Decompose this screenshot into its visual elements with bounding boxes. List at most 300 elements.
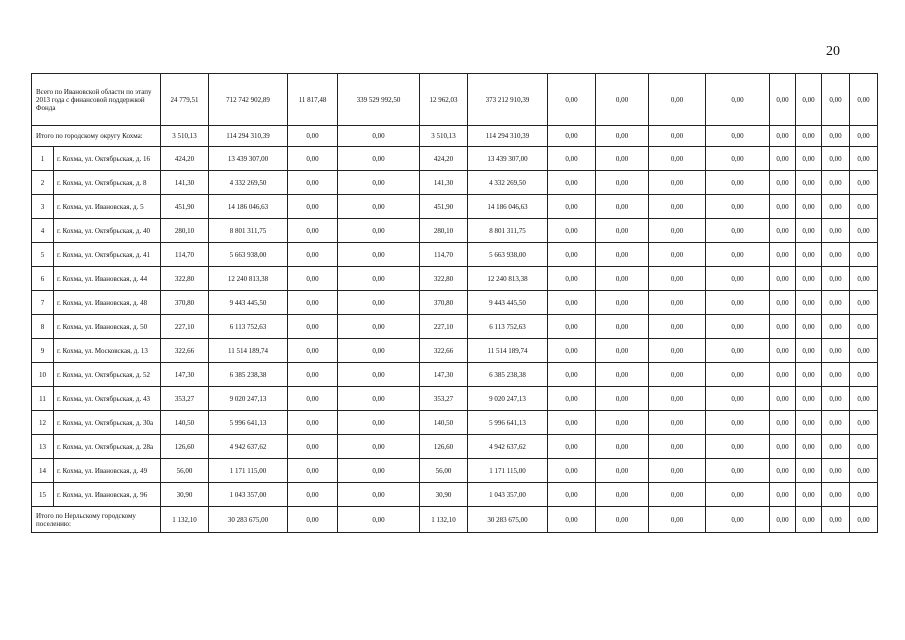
value-cell: 451,90 xyxy=(161,195,209,219)
value-cell: 322,80 xyxy=(420,267,468,291)
value-cell: 0,00 xyxy=(706,459,770,483)
value-cell: 0,00 xyxy=(770,171,796,195)
value-cell: 0,00 xyxy=(796,267,822,291)
value-cell: 14 186 046,63 xyxy=(209,195,288,219)
value-cell: 0,00 xyxy=(850,507,878,533)
value-cell: 30 283 675,00 xyxy=(468,507,548,533)
nerl-total-row xyxy=(32,507,878,533)
value-cell: 13 439 307,00 xyxy=(209,147,288,171)
value-cell: 0,00 xyxy=(706,315,770,339)
value-cell: 0,00 xyxy=(850,411,878,435)
value-cell: 0,00 xyxy=(596,195,649,219)
table-row xyxy=(32,459,878,483)
value-cell: 9 020 247,13 xyxy=(468,387,548,411)
value-cell: 13 439 307,00 xyxy=(468,147,548,171)
value-cell: 0,00 xyxy=(822,267,850,291)
value-cell: 0,00 xyxy=(338,267,420,291)
table-row xyxy=(32,171,878,195)
value-cell: 0,00 xyxy=(822,243,850,267)
value-cell: 0,00 xyxy=(288,147,338,171)
value-cell: 0,00 xyxy=(822,387,850,411)
row-number: 11 xyxy=(32,387,54,411)
value-cell: 0,00 xyxy=(822,315,850,339)
value-cell: 0,00 xyxy=(770,435,796,459)
address-cell: г. Кохма, ул. Ивановская, д. 96 xyxy=(54,483,161,507)
value-cell: 5 663 938,00 xyxy=(468,243,548,267)
value-cell: 0,00 xyxy=(649,219,706,243)
value-cell: 424,20 xyxy=(420,147,468,171)
value-cell: 0,00 xyxy=(796,126,822,147)
value-cell: 0,00 xyxy=(822,339,850,363)
value-cell: 712 742 902,89 xyxy=(209,74,288,126)
value-cell: 0,00 xyxy=(548,387,596,411)
value-cell: 12 962,03 xyxy=(420,74,468,126)
value-cell: 0,00 xyxy=(822,195,850,219)
value-cell: 0,00 xyxy=(822,435,850,459)
value-cell: 0,00 xyxy=(770,267,796,291)
value-cell: 0,00 xyxy=(770,459,796,483)
value-cell: 0,00 xyxy=(338,483,420,507)
value-cell: 0,00 xyxy=(649,459,706,483)
row-number: 8 xyxy=(32,315,54,339)
value-cell: 0,00 xyxy=(822,147,850,171)
value-cell: 3 510,13 xyxy=(420,126,468,147)
value-cell: 0,00 xyxy=(548,219,596,243)
value-cell: 6 385 238,38 xyxy=(468,363,548,387)
value-cell: 5 663 938,00 xyxy=(209,243,288,267)
value-cell: 0,00 xyxy=(706,363,770,387)
value-cell: 8 801 311,75 xyxy=(468,219,548,243)
value-cell: 0,00 xyxy=(548,507,596,533)
value-cell: 0,00 xyxy=(548,363,596,387)
value-cell: 0,00 xyxy=(548,243,596,267)
table-row xyxy=(32,339,878,363)
value-cell: 4 332 269,50 xyxy=(468,171,548,195)
value-cell: 141,30 xyxy=(420,171,468,195)
value-cell: 0,00 xyxy=(822,126,850,147)
address-cell: г. Кохма, ул. Московская, д. 13 xyxy=(54,339,161,363)
value-cell: 0,00 xyxy=(649,147,706,171)
value-cell: 0,00 xyxy=(338,171,420,195)
table-body xyxy=(32,74,878,533)
value-cell: 0,00 xyxy=(288,219,338,243)
value-cell: 0,00 xyxy=(338,126,420,147)
value-cell: 370,80 xyxy=(420,291,468,315)
value-cell: 0,00 xyxy=(822,483,850,507)
value-cell: 0,00 xyxy=(596,171,649,195)
value-cell: 114 294 310,39 xyxy=(209,126,288,147)
value-cell: 0,00 xyxy=(649,291,706,315)
value-cell: 147,30 xyxy=(161,363,209,387)
value-cell: 9 443 445,50 xyxy=(209,291,288,315)
table-row xyxy=(32,315,878,339)
value-cell: 0,00 xyxy=(596,387,649,411)
value-cell: 0,00 xyxy=(338,435,420,459)
region-total-row xyxy=(32,74,878,126)
value-cell: 0,00 xyxy=(770,315,796,339)
value-cell: 0,00 xyxy=(338,339,420,363)
value-cell: 0,00 xyxy=(796,507,822,533)
value-cell: 0,00 xyxy=(706,435,770,459)
value-cell: 9 443 445,50 xyxy=(468,291,548,315)
value-cell: 0,00 xyxy=(596,411,649,435)
value-cell: 451,90 xyxy=(420,195,468,219)
value-cell: 0,00 xyxy=(770,507,796,533)
value-cell: 0,00 xyxy=(822,507,850,533)
value-cell: 0,00 xyxy=(770,387,796,411)
value-cell: 0,00 xyxy=(548,74,596,126)
value-cell: 0,00 xyxy=(288,171,338,195)
address-cell: г. Кохма, ул. Ивановская, д. 49 xyxy=(54,459,161,483)
value-cell: 0,00 xyxy=(850,387,878,411)
value-cell: 0,00 xyxy=(706,411,770,435)
value-cell: 56,00 xyxy=(161,459,209,483)
value-cell: 0,00 xyxy=(770,74,796,126)
value-cell: 0,00 xyxy=(796,195,822,219)
value-cell: 0,00 xyxy=(822,411,850,435)
housing-program-table xyxy=(31,73,878,533)
value-cell: 0,00 xyxy=(770,126,796,147)
value-cell: 280,10 xyxy=(161,219,209,243)
table-row xyxy=(32,363,878,387)
value-cell: 0,00 xyxy=(770,411,796,435)
row-number: 7 xyxy=(32,291,54,315)
value-cell: 0,00 xyxy=(850,147,878,171)
value-cell: 0,00 xyxy=(548,315,596,339)
value-cell: 0,00 xyxy=(796,363,822,387)
page-number: 20 xyxy=(826,44,840,59)
address-cell: г. Кохма, ул. Октябрьская, д. 28а xyxy=(54,435,161,459)
value-cell: 0,00 xyxy=(548,411,596,435)
value-cell: 0,00 xyxy=(548,459,596,483)
value-cell: 0,00 xyxy=(796,387,822,411)
value-cell: 0,00 xyxy=(548,195,596,219)
value-cell: 0,00 xyxy=(288,291,338,315)
address-cell: г. Кохма, ул. Ивановская, д. 5 xyxy=(54,195,161,219)
value-cell: 339 529 992,50 xyxy=(338,74,420,126)
value-cell: 0,00 xyxy=(706,74,770,126)
value-cell: 0,00 xyxy=(822,74,850,126)
value-cell: 0,00 xyxy=(796,219,822,243)
value-cell: 0,00 xyxy=(706,219,770,243)
table-row xyxy=(32,291,878,315)
value-cell: 0,00 xyxy=(649,411,706,435)
value-cell: 0,00 xyxy=(822,291,850,315)
value-cell: 0,00 xyxy=(288,507,338,533)
table-row xyxy=(32,483,878,507)
kokhma-total-row xyxy=(32,126,878,147)
value-cell: 0,00 xyxy=(649,483,706,507)
value-cell: 0,00 xyxy=(596,291,649,315)
value-cell: 0,00 xyxy=(649,315,706,339)
value-cell: 0,00 xyxy=(596,147,649,171)
value-cell: 0,00 xyxy=(338,147,420,171)
value-cell: 0,00 xyxy=(338,507,420,533)
value-cell: 14 186 046,63 xyxy=(468,195,548,219)
value-cell: 0,00 xyxy=(770,219,796,243)
value-cell: 0,00 xyxy=(338,243,420,267)
address-cell: г. Кохма, ул. Ивановская, д. 44 xyxy=(54,267,161,291)
value-cell: 0,00 xyxy=(822,171,850,195)
table-row xyxy=(32,243,878,267)
row-number: 6 xyxy=(32,267,54,291)
value-cell: 227,10 xyxy=(161,315,209,339)
value-cell: 0,00 xyxy=(548,483,596,507)
value-cell: 0,00 xyxy=(596,483,649,507)
value-cell: 0,00 xyxy=(596,339,649,363)
value-cell: 140,50 xyxy=(420,411,468,435)
address-cell: г. Кохма, ул. Октябрьская, д. 41 xyxy=(54,243,161,267)
value-cell: 0,00 xyxy=(706,171,770,195)
value-cell: 0,00 xyxy=(706,267,770,291)
row-number: 10 xyxy=(32,363,54,387)
value-cell: 1 171 115,00 xyxy=(209,459,288,483)
value-cell: 0,00 xyxy=(850,171,878,195)
value-cell: 0,00 xyxy=(850,219,878,243)
row-number: 15 xyxy=(32,483,54,507)
value-cell: 0,00 xyxy=(796,74,822,126)
value-cell: 12 240 813,38 xyxy=(468,267,548,291)
value-cell: 0,00 xyxy=(850,483,878,507)
value-cell: 0,00 xyxy=(338,291,420,315)
total-label: Итого по Нерльскому городскому поселению: xyxy=(32,507,161,533)
value-cell: 0,00 xyxy=(288,435,338,459)
value-cell: 0,00 xyxy=(596,435,649,459)
value-cell: 0,00 xyxy=(338,387,420,411)
table-row xyxy=(32,435,878,459)
value-cell: 126,60 xyxy=(420,435,468,459)
value-cell: 0,00 xyxy=(288,483,338,507)
value-cell: 0,00 xyxy=(850,363,878,387)
address-cell: г. Кохма, ул. Ивановская, д. 50 xyxy=(54,315,161,339)
value-cell: 0,00 xyxy=(649,171,706,195)
value-cell: 0,00 xyxy=(796,291,822,315)
value-cell: 0,00 xyxy=(649,74,706,126)
table-row xyxy=(32,219,878,243)
value-cell: 0,00 xyxy=(288,459,338,483)
address-cell: г. Кохма, ул. Октябрьская, д. 8 xyxy=(54,171,161,195)
value-cell: 0,00 xyxy=(850,315,878,339)
value-cell: 0,00 xyxy=(548,339,596,363)
value-cell: 0,00 xyxy=(548,147,596,171)
value-cell: 9 020 247,13 xyxy=(209,387,288,411)
value-cell: 0,00 xyxy=(596,243,649,267)
value-cell: 0,00 xyxy=(288,126,338,147)
value-cell: 1 132,10 xyxy=(420,507,468,533)
row-number: 12 xyxy=(32,411,54,435)
value-cell: 6 113 752,63 xyxy=(209,315,288,339)
value-cell: 0,00 xyxy=(706,291,770,315)
address-cell: г. Кохма, ул. Октябрьская, д. 30а xyxy=(54,411,161,435)
value-cell: 0,00 xyxy=(649,195,706,219)
row-number: 9 xyxy=(32,339,54,363)
value-cell: 322,80 xyxy=(161,267,209,291)
value-cell: 0,00 xyxy=(649,387,706,411)
value-cell: 8 801 311,75 xyxy=(209,219,288,243)
value-cell: 126,60 xyxy=(161,435,209,459)
value-cell: 30,90 xyxy=(161,483,209,507)
value-cell: 0,00 xyxy=(288,315,338,339)
value-cell: 140,50 xyxy=(161,411,209,435)
value-cell: 30 283 675,00 xyxy=(209,507,288,533)
value-cell: 24 779,51 xyxy=(161,74,209,126)
value-cell: 1 043 357,00 xyxy=(209,483,288,507)
value-cell: 4 942 637,62 xyxy=(468,435,548,459)
value-cell: 353,27 xyxy=(161,387,209,411)
value-cell: 353,27 xyxy=(420,387,468,411)
total-label: Итого по городскому округу Кохма: xyxy=(32,126,161,147)
value-cell: 1 132,10 xyxy=(161,507,209,533)
value-cell: 0,00 xyxy=(850,195,878,219)
value-cell: 0,00 xyxy=(706,126,770,147)
value-cell: 0,00 xyxy=(649,435,706,459)
value-cell: 0,00 xyxy=(796,315,822,339)
value-cell: 0,00 xyxy=(548,267,596,291)
table-row xyxy=(32,195,878,219)
value-cell: 3 510,13 xyxy=(161,126,209,147)
address-cell: г. Кохма, ул. Октябрьская, д. 52 xyxy=(54,363,161,387)
value-cell: 0,00 xyxy=(770,147,796,171)
value-cell: 1 171 115,00 xyxy=(468,459,548,483)
value-cell: 1 043 357,00 xyxy=(468,483,548,507)
value-cell: 0,00 xyxy=(338,459,420,483)
value-cell: 0,00 xyxy=(822,363,850,387)
row-number: 14 xyxy=(32,459,54,483)
value-cell: 0,00 xyxy=(649,126,706,147)
value-cell: 4 332 269,50 xyxy=(209,171,288,195)
value-cell: 0,00 xyxy=(796,147,822,171)
value-cell: 0,00 xyxy=(706,147,770,171)
value-cell: 424,20 xyxy=(161,147,209,171)
value-cell: 0,00 xyxy=(706,195,770,219)
value-cell: 0,00 xyxy=(596,219,649,243)
value-cell: 56,00 xyxy=(420,459,468,483)
value-cell: 0,00 xyxy=(596,267,649,291)
value-cell: 11 514 189,74 xyxy=(209,339,288,363)
value-cell: 0,00 xyxy=(770,195,796,219)
value-cell: 0,00 xyxy=(596,459,649,483)
table-row xyxy=(32,387,878,411)
value-cell: 0,00 xyxy=(770,291,796,315)
total-label: Всего по Ивановской области по этапу 2013 года с финансовой поддержкой Фонда xyxy=(32,74,161,126)
value-cell: 0,00 xyxy=(850,243,878,267)
table-row xyxy=(32,267,878,291)
value-cell: 114 294 310,39 xyxy=(468,126,548,147)
value-cell: 0,00 xyxy=(850,459,878,483)
value-cell: 0,00 xyxy=(796,435,822,459)
value-cell: 0,00 xyxy=(288,387,338,411)
value-cell: 0,00 xyxy=(596,507,649,533)
table-row xyxy=(32,411,878,435)
value-cell: 0,00 xyxy=(706,507,770,533)
value-cell: 114,70 xyxy=(161,243,209,267)
value-cell: 0,00 xyxy=(706,243,770,267)
value-cell: 0,00 xyxy=(649,339,706,363)
value-cell: 6 385 238,38 xyxy=(209,363,288,387)
value-cell: 0,00 xyxy=(796,459,822,483)
value-cell: 0,00 xyxy=(288,411,338,435)
value-cell: 0,00 xyxy=(548,171,596,195)
row-number: 4 xyxy=(32,219,54,243)
value-cell: 0,00 xyxy=(796,339,822,363)
value-cell: 0,00 xyxy=(706,339,770,363)
value-cell: 147,30 xyxy=(420,363,468,387)
value-cell: 0,00 xyxy=(649,363,706,387)
value-cell: 0,00 xyxy=(850,126,878,147)
value-cell: 0,00 xyxy=(850,339,878,363)
value-cell: 0,00 xyxy=(796,411,822,435)
value-cell: 0,00 xyxy=(288,195,338,219)
value-cell: 6 113 752,63 xyxy=(468,315,548,339)
value-cell: 0,00 xyxy=(338,315,420,339)
value-cell: 373 212 910,39 xyxy=(468,74,548,126)
value-cell: 11 514 189,74 xyxy=(468,339,548,363)
value-cell: 5 996 641,13 xyxy=(209,411,288,435)
value-cell: 0,00 xyxy=(596,315,649,339)
value-cell: 227,10 xyxy=(420,315,468,339)
value-cell: 0,00 xyxy=(850,267,878,291)
value-cell: 0,00 xyxy=(338,411,420,435)
value-cell: 0,00 xyxy=(822,459,850,483)
value-cell: 141,30 xyxy=(161,171,209,195)
value-cell: 11 817,48 xyxy=(288,74,338,126)
value-cell: 0,00 xyxy=(706,483,770,507)
row-number: 5 xyxy=(32,243,54,267)
value-cell: 280,10 xyxy=(420,219,468,243)
value-cell: 0,00 xyxy=(338,195,420,219)
value-cell: 12 240 813,38 xyxy=(209,267,288,291)
value-cell: 0,00 xyxy=(548,126,596,147)
row-number: 1 xyxy=(32,147,54,171)
value-cell: 0,00 xyxy=(548,435,596,459)
value-cell: 0,00 xyxy=(596,126,649,147)
address-cell: г. Кохма, ул. Октябрьская, д. 43 xyxy=(54,387,161,411)
table-row xyxy=(32,147,878,171)
value-cell: 322,66 xyxy=(161,339,209,363)
value-cell: 0,00 xyxy=(770,363,796,387)
value-cell: 5 996 641,13 xyxy=(468,411,548,435)
row-number: 13 xyxy=(32,435,54,459)
value-cell: 30,90 xyxy=(420,483,468,507)
value-cell: 322,66 xyxy=(420,339,468,363)
value-cell: 0,00 xyxy=(796,483,822,507)
value-cell: 0,00 xyxy=(288,339,338,363)
value-cell: 0,00 xyxy=(288,267,338,291)
row-number: 2 xyxy=(32,171,54,195)
value-cell: 0,00 xyxy=(770,483,796,507)
address-cell: г. Кохма, ул. Октябрьская, д. 40 xyxy=(54,219,161,243)
value-cell: 0,00 xyxy=(288,363,338,387)
value-cell: 0,00 xyxy=(338,219,420,243)
value-cell: 0,00 xyxy=(649,243,706,267)
value-cell: 370,80 xyxy=(161,291,209,315)
value-cell: 114,70 xyxy=(420,243,468,267)
value-cell: 0,00 xyxy=(850,74,878,126)
value-cell: 0,00 xyxy=(338,363,420,387)
value-cell: 0,00 xyxy=(596,74,649,126)
value-cell: 0,00 xyxy=(649,267,706,291)
value-cell: 0,00 xyxy=(548,291,596,315)
value-cell: 0,00 xyxy=(706,387,770,411)
value-cell: 0,00 xyxy=(770,339,796,363)
address-cell: г. Кохма, ул. Октябрьская, д. 16 xyxy=(54,147,161,171)
address-cell: г. Кохма, ул. Ивановская, д. 48 xyxy=(54,291,161,315)
value-cell: 0,00 xyxy=(288,243,338,267)
value-cell: 0,00 xyxy=(850,291,878,315)
value-cell: 0,00 xyxy=(850,435,878,459)
value-cell: 0,00 xyxy=(596,363,649,387)
row-number: 3 xyxy=(32,195,54,219)
